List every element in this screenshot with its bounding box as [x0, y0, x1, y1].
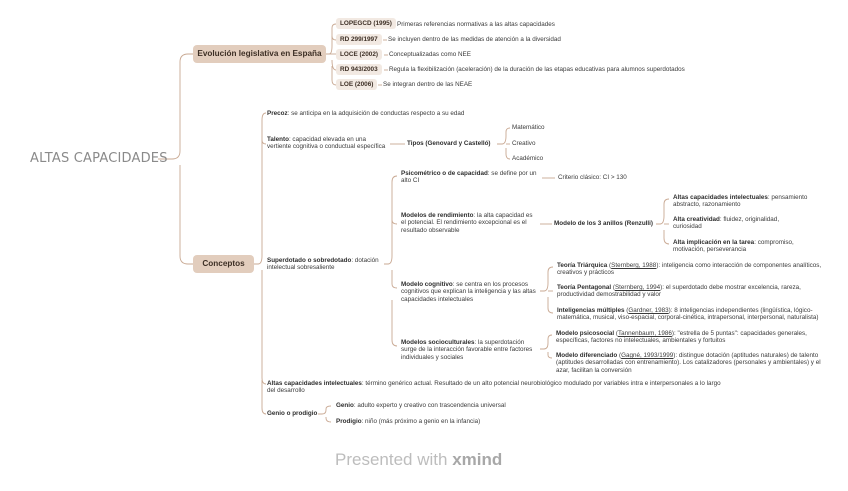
teoria-3-cite[interactable]: Gardner, 1983 — [628, 307, 669, 314]
teoria-triarquica[interactable]: Teoría Triárquica (Sternberg, 1988): inteligencia como interacción de componentes analíticos, creativos y prácticos — [557, 262, 822, 277]
modelo-diferenciado-l3: azar, facilitan la conversión — [556, 366, 632, 374]
modelo-3-anillos-term: Modelo de los 3 anillos (Renzulli) — [554, 220, 654, 227]
rendimiento-def-3: resultado observable — [401, 226, 460, 234]
topic-modelo-3-anillos[interactable] — [554, 220, 653, 227]
tipos-term: Tipos (Genovard y Castelló) — [407, 140, 491, 147]
teoria-pentagonal[interactable]: Teoría Pentagonal (Sternberg, 1994): el superdotado debe mostrar excelencia, rareza, productividad demostrabilidad y valor — [557, 284, 801, 299]
cognitivo-term: Modelo cognitivo — [401, 281, 453, 288]
altas-l2: del desarrollo — [267, 387, 305, 395]
prodigio-def: : niño (más próximo a genio en la infancia) — [361, 418, 481, 425]
rendimiento-def-1: : la alta capacidad es — [473, 212, 533, 219]
cognitivo-def-1: : se centra en los procesos — [452, 281, 529, 288]
xmind-watermark — [335, 450, 502, 470]
anillo-3-term: Alta implicación en la tarea — [673, 239, 755, 246]
topic-superdotado[interactable] — [267, 257, 379, 272]
modelo-diferenciado-l1: : distingue dotación (aptitudes naturales) de talento — [675, 352, 819, 359]
law-rd-943-2003-desc: Regula la flexibilización (aceleración) de la duración de las etapas educativas para alumnos superdotados — [389, 66, 685, 73]
branch-evolucion-legislativa[interactable]: Evolución legislativa en España — [193, 45, 326, 63]
superdotado-def-1: : dotación — [351, 257, 379, 264]
anillo-2-l1: : fluidez, originalidad, — [719, 216, 780, 223]
anillo-1-l1: : pensamiento — [767, 194, 808, 201]
genio-def: : adulto experto y creativo con trascendencia universal — [353, 402, 506, 409]
genio-prodigio-term: Genio o prodigio — [267, 410, 318, 417]
teoria-2-cite[interactable]: Sternberg, 1994 — [614, 284, 661, 291]
topic-tipos-genovard[interactable] — [407, 140, 491, 147]
anillo-altas-capacidades[interactable] — [673, 194, 807, 209]
teoria-3-l1: : 8 inteligencias independientes (lingüística, lógico- — [670, 307, 813, 314]
law-loe[interactable]: LOE (2006) — [336, 79, 377, 90]
inteligencias-multiples[interactable]: Inteligencias múltiples (Gardner, 1983): 8 inteligencias independientes (lingüística, lógico- matemática, musical, viso-espacial, corporal-cinética, intrapersonal, interpersonal, naturalista) — [557, 307, 819, 322]
anillo-2-term: Alta creatividad — [673, 216, 720, 223]
law-lopegcd[interactable]: LOPEGCD (1995) — [336, 18, 396, 29]
tipo-creativo[interactable]: Creativo — [512, 140, 536, 147]
modelo-diferenciado-l2: (aptitudes desarrolladas con entrenamiento). Los catalizadores (personales y ambientales) y el — [556, 359, 821, 367]
anillo-alta-creatividad[interactable] — [673, 216, 779, 231]
modelo-psicosocial[interactable]: Modelo psicosocial (Tannenbaum, 1986): "estrella de 5 puntas": capacidades generales, específicas, factores no intelectuales, ambientales y fortuitos — [556, 330, 807, 345]
psicometrico-def-2: alto CI — [401, 177, 420, 185]
criterio-clasico[interactable]: Criterio clásico: CI > 130 — [558, 174, 627, 181]
law-rd-299-1997[interactable]: RD 299/1997 — [336, 34, 382, 45]
modelo-psicosocial-l1: : "estrella de 5 puntas": capacidades generales, — [673, 330, 807, 337]
teoria-3-l2: matemática, musical, viso-espacial, corporal-cinética, intrapersonal, interpersonal, naturalista) — [557, 314, 819, 322]
socioculturales-def-3: individuales y sociales — [401, 353, 464, 361]
psicometrico-def-1: : se define por un — [487, 170, 537, 177]
anillo-1-term: Altas capacidades intelectuales — [673, 194, 768, 201]
topic-altas-capacidades-intelectuales[interactable] — [267, 380, 721, 395]
topic-talento[interactable] — [267, 136, 385, 151]
superdotado-term: Superdotado o sobredotado — [267, 257, 352, 264]
rendimiento-def-2: el potencial. El rendimiento excepcional es el — [401, 219, 527, 227]
branch-conceptos[interactable]: Conceptos — [193, 255, 254, 273]
modelo-diferenciado-cite[interactable]: Gagné, 1993/1999 — [621, 352, 674, 359]
anillo-alta-implicacion[interactable] — [673, 239, 794, 254]
topic-rendimiento[interactable] — [401, 212, 533, 234]
topic-modelo-cognitivo[interactable] — [401, 281, 536, 303]
socioculturales-term: Modelos socioculturales — [401, 339, 475, 346]
topic-genio-prodigio[interactable] — [267, 410, 317, 417]
item-prodigio[interactable] — [336, 418, 480, 425]
talento-def-2: vertiente cognitiva o conductual específica — [267, 143, 386, 151]
psicometrico-term: Psicométrico o de capacidad — [401, 170, 488, 177]
teoria-2-l1: : el superdotado debe mostrar excelencia, rareza, — [662, 284, 801, 291]
rendimiento-term: Modelos de rendimiento — [401, 212, 474, 219]
cognitivo-def-3: capacidades intelectuales — [401, 295, 474, 303]
footer-brand: xmind — [452, 450, 503, 469]
topic-psicometrico[interactable] — [401, 170, 536, 185]
modelo-psicosocial-l2: específicas, factores no intelectuales, ambientales y fortuitos — [556, 337, 726, 345]
teoria-2-l2: productividad demostrabilidad y valor — [557, 291, 661, 299]
teoria-2-term: Teoría Pentagonal — [557, 284, 612, 291]
topic-modelos-socioculturales[interactable] — [401, 339, 532, 361]
anillo-2-l2: curiosidad — [673, 223, 702, 231]
law-loe-desc: Se integran dentro de las NEAE — [383, 81, 473, 88]
precoz-term: Precoz — [267, 110, 288, 117]
topic-precoz[interactable] — [267, 110, 464, 117]
altas-l1: : término genérico actual. Resultado de un alto potencial neurobiológico modulado por variables intra e interpersonales a lo largo — [361, 380, 721, 387]
modelo-psicosocial-cite[interactable]: Tannenbaum, 1986 — [617, 330, 672, 337]
prodigio-term: Prodigio — [336, 418, 362, 425]
precoz-def: : se anticipa en la adquisición de conductas respecto a su edad — [287, 110, 465, 117]
talento-def-1: : capacidad elevada en una — [288, 136, 366, 143]
modelo-diferenciado[interactable]: Modelo diferenciado (Gagné, 1993/1999): distingue dotación (aptitudes naturales) de talento (aptitudes desarrolladas con entrenamiento). Los catalizadores (personales y ambientales) y el azar, facilitan la conversión — [556, 352, 821, 374]
law-loce-desc: Conceptualizadas como NEE — [389, 51, 471, 58]
anillo-3-l2: motivación, perseverancia — [673, 246, 747, 254]
teoria-1-l1: : inteligencia como interacción de componentes analíticos, — [658, 262, 822, 269]
teoria-1-term: Teoría Triárquica — [557, 262, 608, 269]
talento-term: Talento — [267, 136, 289, 143]
law-rd-299-1997-desc: Se incluyen dentro de las medidas de atención a la diversidad — [388, 36, 561, 43]
teoria-1-cite[interactable]: Sternberg, 1988 — [611, 262, 657, 269]
law-lopegcd-desc: Primeras referencias normativas a las altas capacidades — [397, 21, 555, 28]
item-genio[interactable] — [336, 402, 506, 409]
superdotado-def-2: intelectual sobresaliente — [267, 264, 335, 272]
footer-prefix: Presented with — [335, 450, 453, 469]
anillo-1-l2: abstracto, razonamiento — [673, 201, 741, 209]
tipo-academico[interactable]: Académico — [512, 155, 544, 162]
modelo-psicosocial-term: Modelo psicosocial — [556, 330, 615, 337]
socioculturales-def-1: : la superdotación — [474, 339, 525, 346]
socioculturales-def-2: surge de la interacción favorable entre factores — [401, 346, 533, 354]
law-loce[interactable]: LOCE (2002) — [336, 49, 382, 60]
teoria-1-l2: creativos y prácticos — [557, 269, 615, 277]
law-rd-943-2003[interactable]: RD 943/2003 — [336, 64, 382, 75]
modelo-diferenciado-term: Modelo diferenciado — [556, 352, 618, 359]
cognitivo-def-2: cognitivos que explican la inteligencia y las altas — [401, 288, 536, 296]
tipo-matematico[interactable]: Matemático — [512, 124, 545, 131]
root-topic[interactable]: ALTAS CAPACIDADES — [30, 151, 168, 166]
altas-term: Altas capacidades intelectuales — [267, 380, 362, 387]
anillo-3-l1: : compromiso, — [754, 239, 794, 246]
genio-term: Genio — [336, 402, 354, 409]
teoria-3-term: Inteligencias múltiples — [557, 307, 625, 314]
